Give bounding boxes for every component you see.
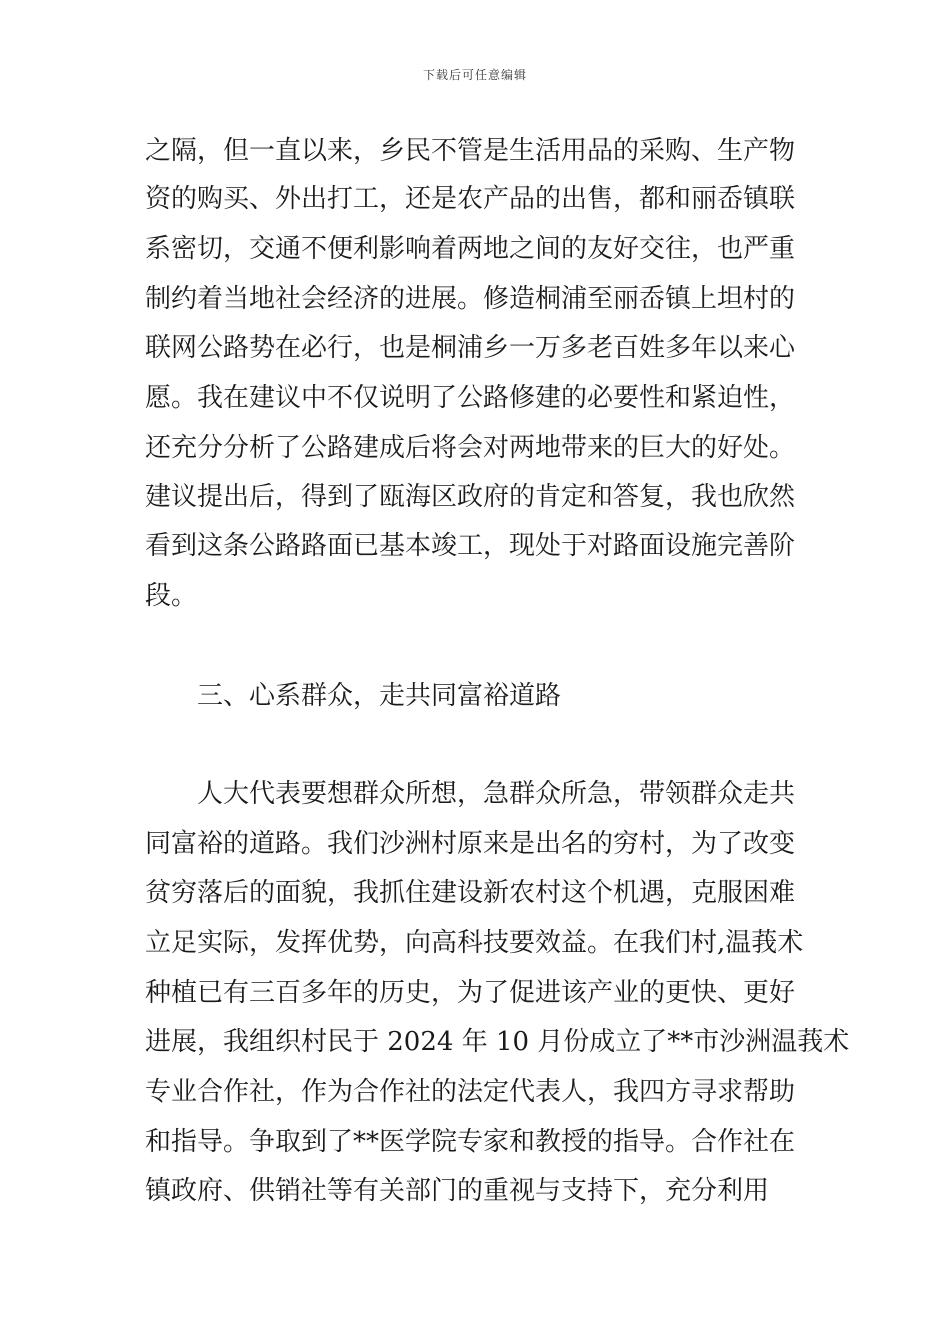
text-line: 镇政府、供销社等有关部门的重视与支持下，充分利用 — [145, 1176, 770, 1206]
text-line: 种植已有三百多年的历史，为了促进该产业的更快、更好 — [145, 978, 796, 1008]
page-header: 下载后可任意编辑 — [422, 68, 527, 82]
text-line: 贫穷落后的面貌，我抓住建设新农村这个机遇，克服困难 — [145, 878, 796, 908]
text-line: 立足实际，发挥优势，向高科技要效益。在我们村,温莪术 — [145, 928, 804, 958]
text-line: 进展，我组织村民于 2024 年 10 月份成立了**市沙洲温莪术 — [145, 1027, 850, 1057]
text-line: 建议提出后，得到了瓯海区政府的肯定和答复，我也欣然 — [145, 482, 796, 512]
text-line: 看到这条公路路面已基本竣工，现处于对路面设施完善阶 — [145, 531, 796, 561]
text-line: 愿。我在建议中不仅说明了公路修建的必要性和紧迫性， — [145, 383, 796, 413]
text-line: 还充分分析了公路建成后将会对两地带来的巨大的好处。 — [145, 433, 796, 463]
text-line: 制约着当地社会经济的进展。修造桐浦至丽岙镇上坦村的 — [145, 284, 796, 314]
section-heading: 三、心系群众，走共同富裕道路 — [197, 681, 562, 711]
text-line: 专业合作社，作为合作社的法定代表人，我四方寻求帮助 — [145, 1077, 796, 1107]
text-line: 和指导。争取到了**医学院专家和教授的指导。合作社在 — [145, 1127, 796, 1157]
text-line: 系密切，交通不便利影响着两地之间的友好交往，也严重 — [145, 234, 796, 264]
text-line: 资的购买、外出打工，还是农产品的出售，都和丽岙镇联 — [145, 184, 796, 214]
text-line: 人大代表要想群众所想，急群众所急，带领群众走共 — [197, 779, 796, 809]
text-line: 联网公路势在必行，也是桐浦乡一万多老百姓多年以来心 — [145, 333, 796, 363]
text-line: 段。 — [145, 581, 198, 611]
text-line: 同富裕的道路。我们沙洲村原来是出名的穷村，为了改变 — [145, 829, 796, 859]
text-line: 之隔，但一直以来，乡民不管是生活用品的采购、生产物 — [145, 136, 796, 166]
